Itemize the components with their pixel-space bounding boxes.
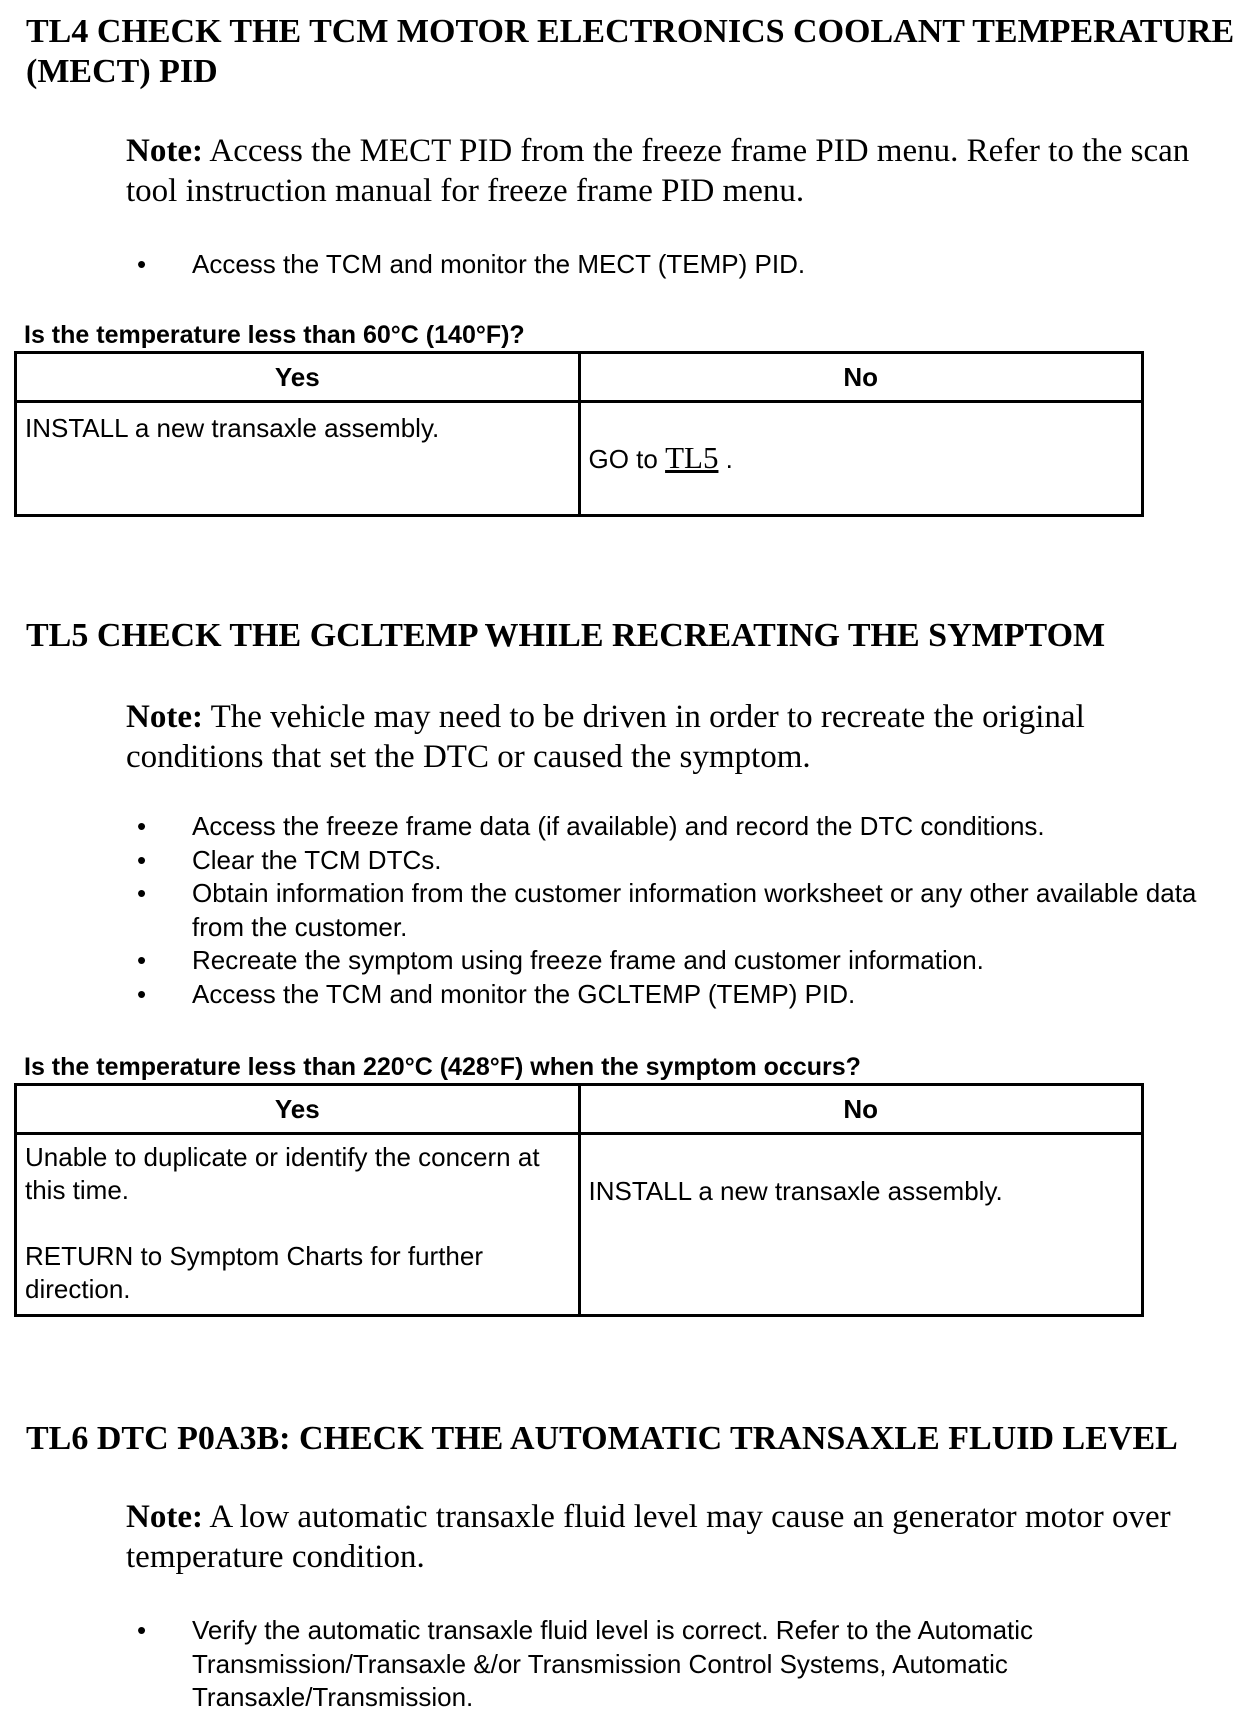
tl5-heading: TL5 CHECK THE GCLTEMP WHILE RECREATING THE SYMPTOM <box>26 617 1106 654</box>
list-item: • Access the freeze frame data (if available) and record the DTC conditions. <box>126 810 1236 844</box>
tl4-note <box>126 131 1226 211</box>
tl6-bullet-list <box>126 1614 1136 1715</box>
tl4-note-text: Access the MECT PID from the freeze frame PID menu. Refer to the scan tool instruction manual for freeze frame PID menu. <box>126 133 1190 209</box>
list-item: • Recreate the symptom using freeze frame and customer information. <box>126 944 1236 978</box>
tl5-note-text: The vehicle may need to be driven in order to recreate the original conditions that set the DTC or caused the symptom. <box>126 699 1085 775</box>
list-item: • Verify the automatic transaxle fluid level is correct. Refer to the Automatic Transmission/Transaxle &/or Transmission Control Systems, Automatic Transaxle/Transmission. <box>126 1614 1136 1715</box>
no-header: No <box>579 353 1143 402</box>
list-item: • Obtain information from the customer information worksheet or any other available data from the customer. <box>126 877 1236 944</box>
tl4-heading-line2: (MECT) PID <box>26 53 218 90</box>
tl5-link[interactable]: TL5 <box>665 440 719 475</box>
no-cell <box>579 402 1143 516</box>
tl6-note-text: A low automatic transaxle fluid level may cause an generator motor over temperature condition. <box>126 1499 1171 1575</box>
tl5-decision-table <box>14 1083 1144 1317</box>
no-text: INSTALL a new transaxle assembly. <box>588 1176 1003 1206</box>
no-header: No <box>579 1085 1143 1134</box>
yes-cell <box>16 402 580 516</box>
tl4-question: Is the temperature less than 60°C (140°F)? <box>24 321 525 349</box>
no-cell <box>579 1134 1143 1316</box>
tl4-note-label: Note: <box>126 133 203 169</box>
yes-header: Yes <box>16 1085 580 1134</box>
tl6-heading: TL6 DTC P0A3B: CHECK THE AUTOMATIC TRANSAXLE FLUID LEVEL <box>26 1420 1178 1457</box>
yes-text: INSTALL a new transaxle assembly. <box>25 413 440 443</box>
tl4-bullet-list <box>126 248 1236 282</box>
yes-text-1: Unable to duplicate or identify the concern at this time. <box>25 1142 540 1205</box>
tl5-note-label: Note: <box>126 699 203 735</box>
no-prefix: GO to <box>588 444 666 474</box>
tl5-bullet-list <box>126 810 1236 1011</box>
yes-text-2: RETURN to Symptom Charts for further direction. <box>25 1241 483 1304</box>
tl5-note <box>126 697 1226 777</box>
list-item: • Clear the TCM DTCs. <box>126 844 1236 878</box>
yes-cell <box>16 1134 580 1316</box>
tl4-heading-line1: TL4 CHECK THE TCM MOTOR ELECTRONICS COOLANT TEMPERATURE <box>26 13 1235 50</box>
yes-header: Yes <box>16 353 580 402</box>
tl6-note <box>126 1497 1226 1577</box>
no-suffix: . <box>718 444 733 474</box>
list-item: • Access the TCM and monitor the GCLTEMP (TEMP) PID. <box>126 978 1236 1012</box>
tl6-note-label: Note: <box>126 1499 203 1535</box>
tl4-heading <box>26 12 1234 92</box>
tl5-question: Is the temperature less than 220°C (428°F) when the symptom occurs? <box>24 1053 861 1081</box>
list-item: • Access the TCM and monitor the MECT (TEMP) PID. <box>126 248 1236 282</box>
tl4-decision-table <box>14 351 1144 517</box>
